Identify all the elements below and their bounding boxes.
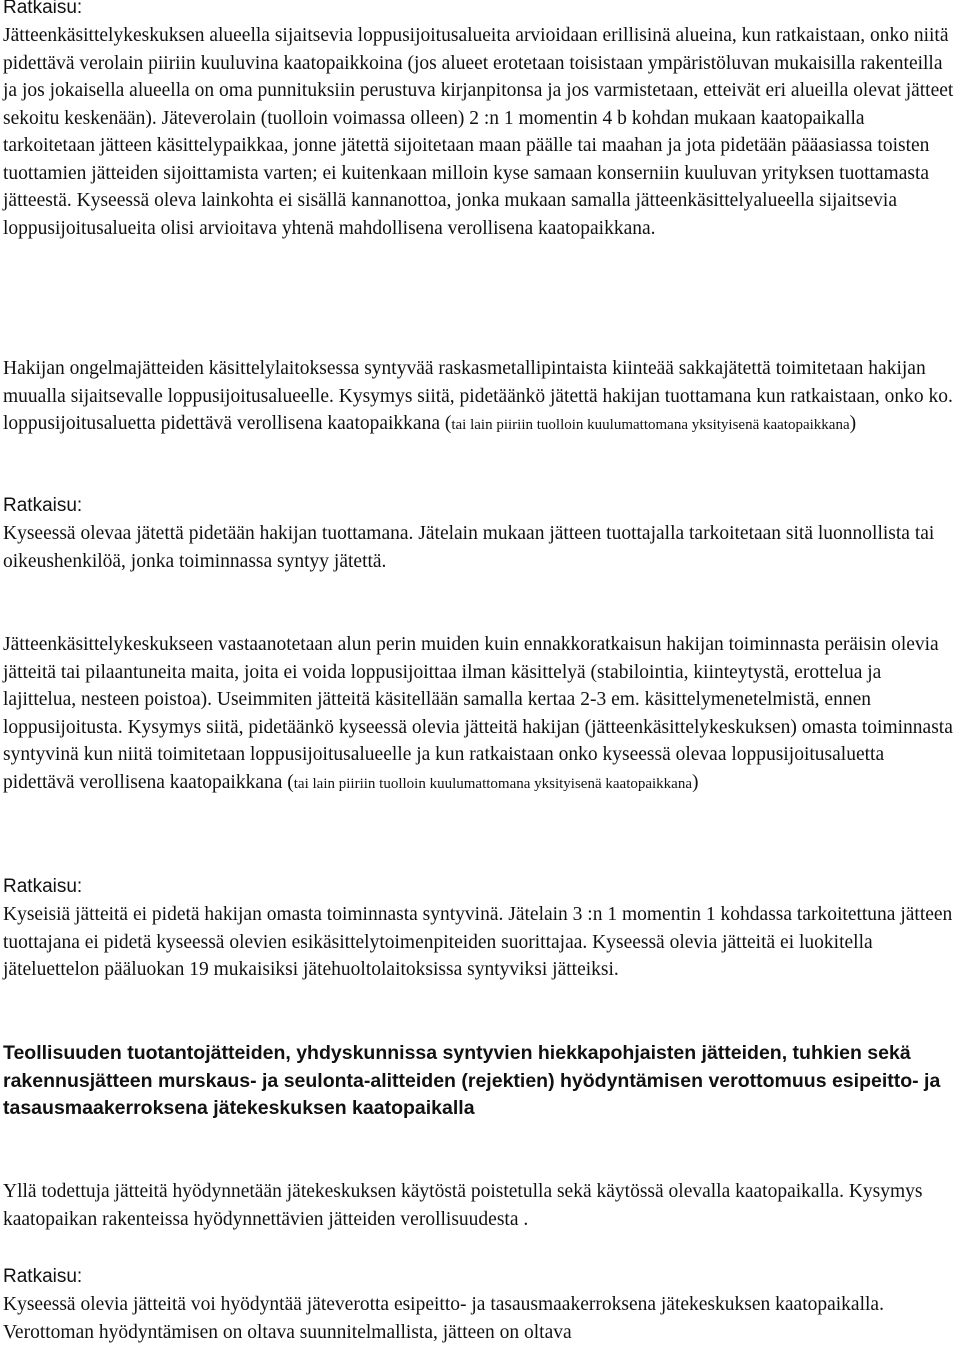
section-heading-4: Teollisuuden tuotantojätteiden, yhdyskunnissa syntyvien hiekkapohjaisten jätteiden, tuhkien sekä rakennusjätteen murskaus- ja seulonta-alitteiden (rejektien) hyödyntämisen verottomuus esipeitto- ja tasausmaakerroksena jätekeskuksen kaatopaikalla (3, 1042, 941, 1119)
ratkaisu-text-4: Kyseessä olevia jätteitä voi hyödyntää jäteverotta esipeitto- ja tasausmaakerroksena jätekeskuksen kaatopaikalla. Verottoman hyödyntämisen on oltava suunnitelmallista, jätteen on oltava (3, 1294, 884, 1343)
question-note-3: tai lain piiriin tuolloin kuulumattomana yksityisenä kaatopaikkana (293, 775, 692, 792)
question-end-3: ) (692, 771, 699, 793)
question-paragraph-2 (3, 355, 957, 440)
ratkaisu-text-1: Jätteenkäsittelykeskuksen alueella sijaitsevia loppusijoitusalueita arvioidaan erillisinä alueina, kun ratkaistaan, onko niitä pidettävä verolain piiriin kuuluvina kaatopaikkoina (jos alueet erotetaan toisistaan ympäristöluvan mukaisilla rakenteilla ja jos jokaisella alueella on oma punnituksiin perustuva kirjanpitonsa ja jos varmistetaan, etteivät eri alueilla olevat jätteet sekoitu keskenään). Jäteverolain (tuolloin voimassa olleen) 2 :n 1 momentin 4 b kohdan mukaan kaatopaikalla tarkoitetaan jätteen käsittelypaikkaa, jonne jätettä sijoitetaan maan päälle tai maahan ja jota pidetään pääasiassa toisten tuottamien jätteiden sijoittamista varten; ei kuitenkaan milloin kyse samaan konserniin kuuluvan yrityksen tuottamasta jätteestä. Kyseessä oleva lainkohta ei sisällä kannanottoa, jonka mukaan samalla jätteenkäsittelyalueella sijaitsevia loppusijoitusalueita olisi arvioitava yhtenä mahdollisena verollisena kaatopaikkana. (3, 25, 954, 239)
ratkaisu-text-3: Kyseisiä jätteitä ei pidetä hakijan omasta toiminnasta syntyvinä. Jätelain 3 :n 1 momentin 1 kohdassa tarkoitettuna jätteen tuottajana ei pidetä kyseessä olevien esikäsittelytoimenpiteiden suorittajaa. Kyseessä olevia jätteitä ei luokitella jäteluettelon pääluokan 19 mukaisiksi jätehuoltolaitoksissa syntyviksi jätteiksi. (3, 904, 953, 980)
question-paragraph-3 (3, 631, 957, 798)
question-text-3: Jätteenkäsittelykeskukseen vastaanotetaan alun perin muiden kuin ennakkoratkaisun hakijan toiminnasta peräisin olevia jätteitä tai pilaantuneita maita, joita ei voida loppusijoittaa ilman käsittelyä (stabilointia, kiinteytystä, erottelua ja lajittelua, nesteen poistoa). Useimmiten jätteitä käsitellään samalla kertaa 2-3 em. käsittelymenetelmistä, ennen loppusijoitusta. Kysymys siitä, pidetäänkö kyseessä olevia jätteitä hakijan (jätteenkäsittelykeskuksen) omasta toiminnasta syntyvinä kun niitä toimitetaan loppusijoitusalueelle ja kun ratkaistaan onko kyseessä olevaa loppusijoitusaluetta pidettävä verollisena kaatopaikkana ( (3, 634, 953, 793)
question-text-2: Hakijan ongelmajätteiden käsittelylaitoksessa syntyvää raskasmetallipintaista kiinteää sakkajätettä toimitetaan hakijan muualla sijaitsevalle loppusijoitusalueelle. Kysymys siitä, pidetäänkö jätettä hakijan tuottamana kun ratkaistaan, onko ko. loppusijoitusaluetta pidettävä verollisena kaatopaikkana ( (3, 358, 953, 434)
question-paragraph-4: Yllä todettuja jätteitä hyödynnetään jätekeskuksen käytöstä poistetulla sekä käytössä olevalla kaatopaikalla. Kysymys kaatopaikan rakenteissa hyödynnettävien jätteiden verollisuudesta . (3, 1181, 923, 1230)
ratkaisu-label-1: Ratkaisu: (3, 0, 83, 18)
ratkaisu-text-2: Kyseessä olevaa jätettä pidetään hakijan tuottamana. Jätelain mukaan jätteen tuottajalla tarkoitetaan sitä luonnollista tai oikeushenkilöä, jonka toiminnassa syntyy jätettä. (3, 523, 935, 572)
ratkaisu-label-3: Ratkaisu: (3, 876, 83, 897)
ratkaisu-label-4: Ratkaisu: (3, 1266, 83, 1287)
question-end-2: ) (849, 413, 857, 434)
ratkaisu-label-2: Ratkaisu: (3, 495, 83, 516)
question-note-2: tai lain piiriin tuolloin kuulumattomana yksityisenä kaatopaikkana (451, 417, 850, 433)
